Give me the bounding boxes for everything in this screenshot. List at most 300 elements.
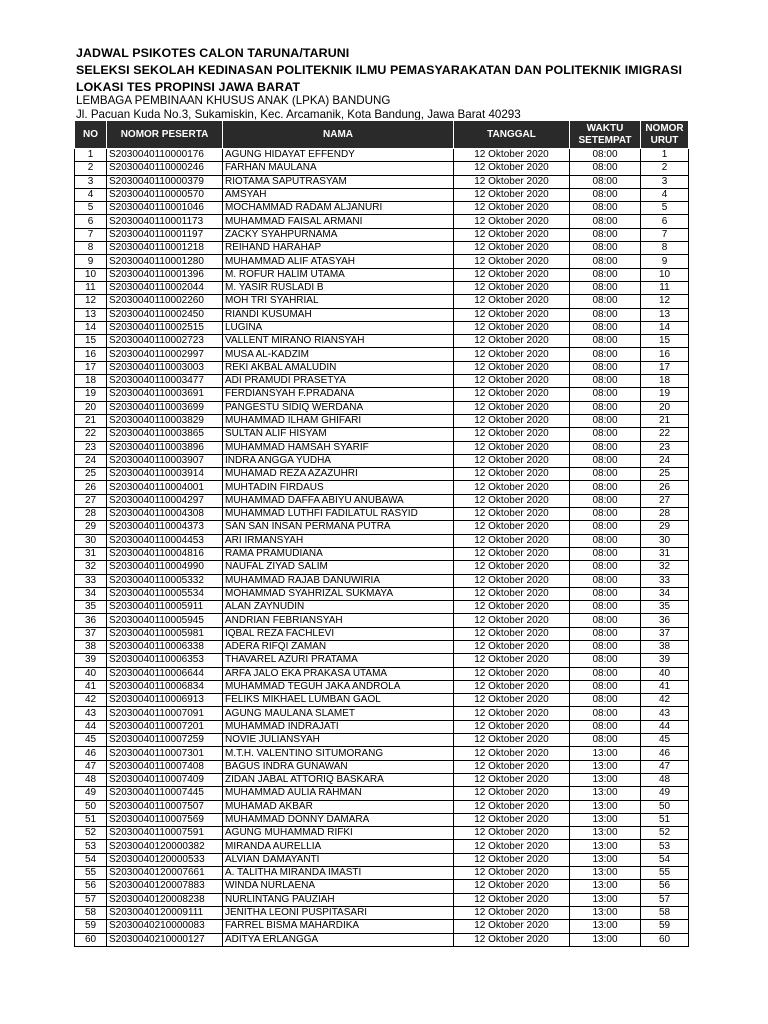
- institution-address: Jl. Pacuan Kuda No.3, Sukamiskin, Kec. Arcamanik, Kota Bandung, Jawa Barat 40293: [76, 108, 521, 121]
- participant-number: S2030040110002044: [107, 281, 223, 294]
- local-time: 08:00: [570, 614, 641, 627]
- test-date: 12 Oktober 2020: [454, 773, 570, 786]
- sequence-number: 12: [641, 295, 689, 308]
- participant-number: S2030040110007591: [107, 827, 223, 840]
- row-number: 12: [75, 295, 107, 308]
- participant-name: ARFA JALO EKA PRAKASA UTAMA: [223, 667, 454, 680]
- participant-name: M.T.H. VALENTINO SITUMORANG: [223, 747, 454, 760]
- table-row: [75, 773, 689, 786]
- sequence-number: 33: [641, 574, 689, 587]
- sequence-number: 53: [641, 840, 689, 853]
- test-date: 12 Oktober 2020: [454, 867, 570, 880]
- sequence-number: 40: [641, 667, 689, 680]
- participant-number: S2030040110004990: [107, 561, 223, 574]
- sequence-number: 5: [641, 202, 689, 215]
- local-time: 13:00: [570, 800, 641, 813]
- table-header: [75, 121, 689, 149]
- test-date: 12 Oktober 2020: [454, 255, 570, 268]
- test-date: 12 Oktober 2020: [454, 348, 570, 361]
- local-time: 08:00: [570, 242, 641, 255]
- participant-number: S2030040110001218: [107, 242, 223, 255]
- table-row: [75, 494, 689, 507]
- table-row: [75, 521, 689, 534]
- test-date: 12 Oktober 2020: [454, 268, 570, 281]
- row-number: 14: [75, 321, 107, 334]
- sequence-number: 17: [641, 361, 689, 374]
- row-number: 10: [75, 268, 107, 281]
- participant-name: JENITHA LEONI PUSPITASARI: [223, 906, 454, 919]
- table-row: [75, 215, 689, 228]
- local-time: 08:00: [570, 295, 641, 308]
- sequence-number: 45: [641, 734, 689, 747]
- row-number: 22: [75, 428, 107, 441]
- test-date: 12 Oktober 2020: [454, 401, 570, 414]
- test-date: 12 Oktober 2020: [454, 574, 570, 587]
- test-date: 12 Oktober 2020: [454, 481, 570, 494]
- sequence-number: 26: [641, 481, 689, 494]
- local-time: 13:00: [570, 906, 641, 919]
- column-header-nama: NAMA: [223, 121, 454, 149]
- table-row: [75, 800, 689, 813]
- table-row: [75, 694, 689, 707]
- participant-name: VALLENT MIRANO RIANSYAH: [223, 335, 454, 348]
- row-number: 27: [75, 494, 107, 507]
- participant-name: MUHAMMAD AULIA RAHMAN: [223, 787, 454, 800]
- row-number: 42: [75, 694, 107, 707]
- sequence-number: 55: [641, 867, 689, 880]
- local-time: 08:00: [570, 694, 641, 707]
- sequence-number: 27: [641, 494, 689, 507]
- participant-number: S2030040110000570: [107, 188, 223, 201]
- table-row: [75, 680, 689, 693]
- sequence-number: 1: [641, 149, 689, 162]
- row-number: 18: [75, 375, 107, 388]
- participant-name: NOVIE JULIANSYAH: [223, 734, 454, 747]
- table-row: [75, 508, 689, 521]
- participant-number: S2030040110007507: [107, 800, 223, 813]
- participant-number: S2030040110004001: [107, 481, 223, 494]
- table-row: [75, 840, 689, 853]
- table-row: [75, 388, 689, 401]
- test-date: 12 Oktober 2020: [454, 654, 570, 667]
- row-number: 24: [75, 454, 107, 467]
- test-date: 12 Oktober 2020: [454, 561, 570, 574]
- participant-number: S2030040110004373: [107, 521, 223, 534]
- participant-name: RIANDI KUSUMAH: [223, 308, 454, 321]
- table-row: [75, 428, 689, 441]
- local-time: 08:00: [570, 361, 641, 374]
- local-time: 13:00: [570, 880, 641, 893]
- local-time: 08:00: [570, 587, 641, 600]
- participant-name: MUHAMMAD FAISAL ARMANI: [223, 215, 454, 228]
- row-number: 21: [75, 414, 107, 427]
- participant-number: S2030040110007408: [107, 760, 223, 773]
- local-time: 08:00: [570, 321, 641, 334]
- sequence-number: 34: [641, 587, 689, 600]
- table-row: [75, 228, 689, 241]
- test-date: 12 Oktober 2020: [454, 920, 570, 933]
- test-date: 12 Oktober 2020: [454, 800, 570, 813]
- test-location-title: LOKASI TES PROPINSI JAWA BARAT: [76, 80, 300, 94]
- local-time: 08:00: [570, 521, 641, 534]
- local-time: 08:00: [570, 228, 641, 241]
- document-title: JADWAL PSIKOTES CALON TARUNA/TARUNI: [76, 46, 350, 60]
- local-time: 08:00: [570, 308, 641, 321]
- test-date: 12 Oktober 2020: [454, 707, 570, 720]
- local-time: 08:00: [570, 627, 641, 640]
- participant-number: S2030040110004453: [107, 534, 223, 547]
- test-date: 12 Oktober 2020: [454, 454, 570, 467]
- table-row: [75, 813, 689, 826]
- sequence-number: 16: [641, 348, 689, 361]
- local-time: 08:00: [570, 401, 641, 414]
- sequence-number: 30: [641, 534, 689, 547]
- participant-name: MUHAMMAD RAJAB DANUWIRIA: [223, 574, 454, 587]
- participant-number: S2030040110001280: [107, 255, 223, 268]
- table-row: [75, 827, 689, 840]
- row-number: 15: [75, 335, 107, 348]
- sequence-number: 41: [641, 680, 689, 693]
- local-time: 13:00: [570, 787, 641, 800]
- test-date: 12 Oktober 2020: [454, 375, 570, 388]
- local-time: 08:00: [570, 667, 641, 680]
- participant-number: S2030040110003907: [107, 454, 223, 467]
- table-row: [75, 627, 689, 640]
- test-date: 12 Oktober 2020: [454, 494, 570, 507]
- participant-number: S2030040120009111: [107, 906, 223, 919]
- participant-name: M. YASIR RUSLADI B: [223, 281, 454, 294]
- participant-name: AGUNG HIDAYAT EFFENDY: [223, 149, 454, 162]
- participant-number: S2030040110007445: [107, 787, 223, 800]
- test-date: 12 Oktober 2020: [454, 893, 570, 906]
- test-date: 12 Oktober 2020: [454, 242, 570, 255]
- row-number: 47: [75, 760, 107, 773]
- participant-name: ADITYA ERLANGGA: [223, 933, 454, 946]
- participant-number: S2030040110003699: [107, 401, 223, 414]
- sequence-number: 39: [641, 654, 689, 667]
- participant-name: FELIKS MIKHAEL LUMBAN GAOL: [223, 694, 454, 707]
- participant-name: NURLINTANG PAUZIAH: [223, 893, 454, 906]
- row-number: 45: [75, 734, 107, 747]
- local-time: 08:00: [570, 508, 641, 521]
- table-row: [75, 787, 689, 800]
- participant-number: S2030040110003477: [107, 375, 223, 388]
- row-number: 49: [75, 787, 107, 800]
- test-date: 12 Oktober 2020: [454, 162, 570, 175]
- test-date: 12 Oktober 2020: [454, 853, 570, 866]
- local-time: 08:00: [570, 149, 641, 162]
- test-date: 12 Oktober 2020: [454, 587, 570, 600]
- participant-number: S2030040110006644: [107, 667, 223, 680]
- local-time: 08:00: [570, 494, 641, 507]
- local-time: 08:00: [570, 468, 641, 481]
- test-date: 12 Oktober 2020: [454, 188, 570, 201]
- participant-name: SULTAN ALIF HISYAM: [223, 428, 454, 441]
- participant-name: PANGESTU SIDIQ WERDANA: [223, 401, 454, 414]
- row-number: 28: [75, 508, 107, 521]
- row-number: 39: [75, 654, 107, 667]
- participant-name: LUGINA: [223, 321, 454, 334]
- column-header-waktu-line2: SETEMPAT: [578, 134, 632, 146]
- table-row: [75, 707, 689, 720]
- table-row: [75, 547, 689, 560]
- sequence-number: 11: [641, 281, 689, 294]
- participant-name: NAUFAL ZIYAD SALIM: [223, 561, 454, 574]
- table-row: [75, 867, 689, 880]
- participant-number: S2030040110002515: [107, 321, 223, 334]
- sequence-number: 31: [641, 547, 689, 560]
- participant-name: MOCHAMMAD RADAM ALJANURI: [223, 202, 454, 215]
- participant-name: MIRANDA AURELLIA: [223, 840, 454, 853]
- document-subtitle: SELEKSI SEKOLAH KEDINASAN POLITEKNIK ILMU PEMASYARAKATAN DAN POLITEKNIK IMIGRASI: [76, 63, 682, 77]
- institution-name: LEMBAGA PEMBINAAN KHUSUS ANAK (LPKA) BANDUNG: [76, 94, 391, 107]
- participant-number: S2030040110007201: [107, 720, 223, 733]
- test-date: 12 Oktober 2020: [454, 827, 570, 840]
- table-row: [75, 534, 689, 547]
- sequence-number: 15: [641, 335, 689, 348]
- local-time: 08:00: [570, 335, 641, 348]
- row-number: 23: [75, 441, 107, 454]
- row-number: 40: [75, 667, 107, 680]
- participant-number: S2030040110006913: [107, 694, 223, 707]
- participant-number: S2030040110002723: [107, 335, 223, 348]
- participant-name: MUHAMMAD DAFFA ABIYU ANUBAWA: [223, 494, 454, 507]
- sequence-number: 50: [641, 800, 689, 813]
- sequence-number: 22: [641, 428, 689, 441]
- sequence-number: 60: [641, 933, 689, 946]
- test-date: 12 Oktober 2020: [454, 361, 570, 374]
- sequence-number: 32: [641, 561, 689, 574]
- local-time: 08:00: [570, 547, 641, 560]
- table-row: [75, 654, 689, 667]
- local-time: 13:00: [570, 853, 641, 866]
- participant-number: S2030040110006353: [107, 654, 223, 667]
- row-number: 56: [75, 880, 107, 893]
- local-time: 13:00: [570, 747, 641, 760]
- table-row: [75, 202, 689, 215]
- participant-number: S2030040210000083: [107, 920, 223, 933]
- participant-number: S2030040110003829: [107, 414, 223, 427]
- participant-name: RAMA PRAMUDIANA: [223, 547, 454, 560]
- row-number: 52: [75, 827, 107, 840]
- test-date: 12 Oktober 2020: [454, 335, 570, 348]
- test-date: 12 Oktober 2020: [454, 601, 570, 614]
- participant-name: MUHTADIN FIRDAUS: [223, 481, 454, 494]
- participant-name: MUHAMMAD INDRAJATI: [223, 720, 454, 733]
- table-row: [75, 933, 689, 946]
- column-header-no: NO: [75, 121, 107, 149]
- table-row: [75, 162, 689, 175]
- participant-number: S2030040110003691: [107, 388, 223, 401]
- table-row: [75, 893, 689, 906]
- test-date: 12 Oktober 2020: [454, 202, 570, 215]
- participant-number: S2030040110004297: [107, 494, 223, 507]
- test-date: 12 Oktober 2020: [454, 428, 570, 441]
- test-date: 12 Oktober 2020: [454, 149, 570, 162]
- row-number: 25: [75, 468, 107, 481]
- sequence-number: 36: [641, 614, 689, 627]
- sequence-number: 51: [641, 813, 689, 826]
- test-date: 12 Oktober 2020: [454, 720, 570, 733]
- sequence-number: 2: [641, 162, 689, 175]
- participant-number: S2030040110000176: [107, 149, 223, 162]
- sequence-number: 6: [641, 215, 689, 228]
- table-row: [75, 601, 689, 614]
- participant-number: S2030040110001197: [107, 228, 223, 241]
- test-date: 12 Oktober 2020: [454, 734, 570, 747]
- table-row: [75, 614, 689, 627]
- local-time: 08:00: [570, 680, 641, 693]
- row-number: 33: [75, 574, 107, 587]
- local-time: 08:00: [570, 414, 641, 427]
- test-date: 12 Oktober 2020: [454, 840, 570, 853]
- row-number: 38: [75, 640, 107, 653]
- test-date: 12 Oktober 2020: [454, 295, 570, 308]
- local-time: 13:00: [570, 920, 641, 933]
- participant-name: FARHAN MAULANA: [223, 162, 454, 175]
- participant-name: MUHAMMAD DONNY DAMARA: [223, 813, 454, 826]
- column-header-tanggal: TANGGAL: [454, 121, 570, 149]
- sequence-number: 21: [641, 414, 689, 427]
- sequence-number: 42: [641, 694, 689, 707]
- local-time: 08:00: [570, 281, 641, 294]
- row-number: 60: [75, 933, 107, 946]
- participant-number: S2030040120008238: [107, 893, 223, 906]
- local-time: 13:00: [570, 773, 641, 786]
- participant-name: ALVIAN DAMAYANTI: [223, 853, 454, 866]
- sequence-number: 28: [641, 508, 689, 521]
- row-number: 1: [75, 149, 107, 162]
- test-date: 12 Oktober 2020: [454, 441, 570, 454]
- row-number: 51: [75, 813, 107, 826]
- participant-number: S2030040110003914: [107, 468, 223, 481]
- sequence-number: 49: [641, 787, 689, 800]
- test-date: 12 Oktober 2020: [454, 747, 570, 760]
- row-number: 48: [75, 773, 107, 786]
- row-number: 20: [75, 401, 107, 414]
- sequence-number: 47: [641, 760, 689, 773]
- test-date: 12 Oktober 2020: [454, 508, 570, 521]
- participant-name: SAN SAN INSAN PERMANA PUTRA: [223, 521, 454, 534]
- participant-number: S2030040110005981: [107, 627, 223, 640]
- table-row: [75, 335, 689, 348]
- table-row: [75, 880, 689, 893]
- row-number: 13: [75, 308, 107, 321]
- sequence-number: 13: [641, 308, 689, 321]
- row-number: 57: [75, 893, 107, 906]
- table-row: [75, 454, 689, 467]
- participant-number: S2030040110001046: [107, 202, 223, 215]
- participant-number: S2030040110006834: [107, 680, 223, 693]
- local-time: 08:00: [570, 574, 641, 587]
- test-date: 12 Oktober 2020: [454, 933, 570, 946]
- sequence-number: 48: [641, 773, 689, 786]
- table-row: [75, 188, 689, 201]
- test-date: 12 Oktober 2020: [454, 614, 570, 627]
- table-row: [75, 734, 689, 747]
- test-date: 12 Oktober 2020: [454, 760, 570, 773]
- row-number: 4: [75, 188, 107, 201]
- local-time: 08:00: [570, 707, 641, 720]
- row-number: 9: [75, 255, 107, 268]
- table-row: [75, 348, 689, 361]
- table-body: [75, 149, 689, 947]
- test-date: 12 Oktober 2020: [454, 215, 570, 228]
- row-number: 36: [75, 614, 107, 627]
- row-number: 43: [75, 707, 107, 720]
- table-row: [75, 906, 689, 919]
- participant-number: S2030040110005534: [107, 587, 223, 600]
- local-time: 08:00: [570, 734, 641, 747]
- local-time: 08:00: [570, 388, 641, 401]
- test-date: 12 Oktober 2020: [454, 228, 570, 241]
- sequence-number: 10: [641, 268, 689, 281]
- participant-name: M. ROFUR HALIM UTAMA: [223, 268, 454, 281]
- participant-number: S2030040110003865: [107, 428, 223, 441]
- column-header-urut-line1: NOMOR: [645, 122, 684, 134]
- participant-name: MUHAMMAD TEGUH JAKA ANDROLA: [223, 680, 454, 693]
- local-time: 13:00: [570, 840, 641, 853]
- participant-number: S2030040110000379: [107, 175, 223, 188]
- participant-name: ZACKY SYAHPURNAMA: [223, 228, 454, 241]
- local-time: 08:00: [570, 454, 641, 467]
- local-time: 08:00: [570, 720, 641, 733]
- sequence-number: 38: [641, 640, 689, 653]
- sequence-number: 57: [641, 893, 689, 906]
- sequence-number: 46: [641, 747, 689, 760]
- table-row: [75, 321, 689, 334]
- table-row: [75, 401, 689, 414]
- participant-number: S2030040120007661: [107, 867, 223, 880]
- table-row: [75, 574, 689, 587]
- row-number: 34: [75, 587, 107, 600]
- row-number: 16: [75, 348, 107, 361]
- participant-name: IQBAL REZA FACHLEVI: [223, 627, 454, 640]
- row-number: 11: [75, 281, 107, 294]
- participant-name: MUHAMMAD ILHAM GHIFARI: [223, 414, 454, 427]
- column-header-waktu-line1: WAKTU: [586, 122, 624, 134]
- participant-number: S2030040110000246: [107, 162, 223, 175]
- participant-name: INDRA ANGGA YUDHA: [223, 454, 454, 467]
- row-number: 29: [75, 521, 107, 534]
- participant-name: REKI AKBAL AMALUDIN: [223, 361, 454, 374]
- test-date: 12 Oktober 2020: [454, 175, 570, 188]
- row-number: 41: [75, 680, 107, 693]
- local-time: 13:00: [570, 813, 641, 826]
- participant-number: S2030040120007883: [107, 880, 223, 893]
- sequence-number: 14: [641, 321, 689, 334]
- test-date: 12 Oktober 2020: [454, 906, 570, 919]
- sequence-number: 35: [641, 601, 689, 614]
- participant-name: MUHAMMAD ALIF ATASYAH: [223, 255, 454, 268]
- participant-name: THAVAREL AZURI PRATAMA: [223, 654, 454, 667]
- participant-number: S2030040110007409: [107, 773, 223, 786]
- test-date: 12 Oktober 2020: [454, 414, 570, 427]
- sequence-number: 43: [641, 707, 689, 720]
- sequence-number: 9: [641, 255, 689, 268]
- test-date: 12 Oktober 2020: [454, 388, 570, 401]
- participant-number: S2030040110001173: [107, 215, 223, 228]
- table-row: [75, 255, 689, 268]
- sequence-number: 37: [641, 627, 689, 640]
- participant-number: S2030040110005332: [107, 574, 223, 587]
- participant-name: MUHAMAD AKBAR: [223, 800, 454, 813]
- participant-name: MUSA AL-KADZIM: [223, 348, 454, 361]
- local-time: 08:00: [570, 255, 641, 268]
- local-time: 08:00: [570, 348, 641, 361]
- participant-number: S2030040120000533: [107, 853, 223, 866]
- participant-number: S2030040110004308: [107, 508, 223, 521]
